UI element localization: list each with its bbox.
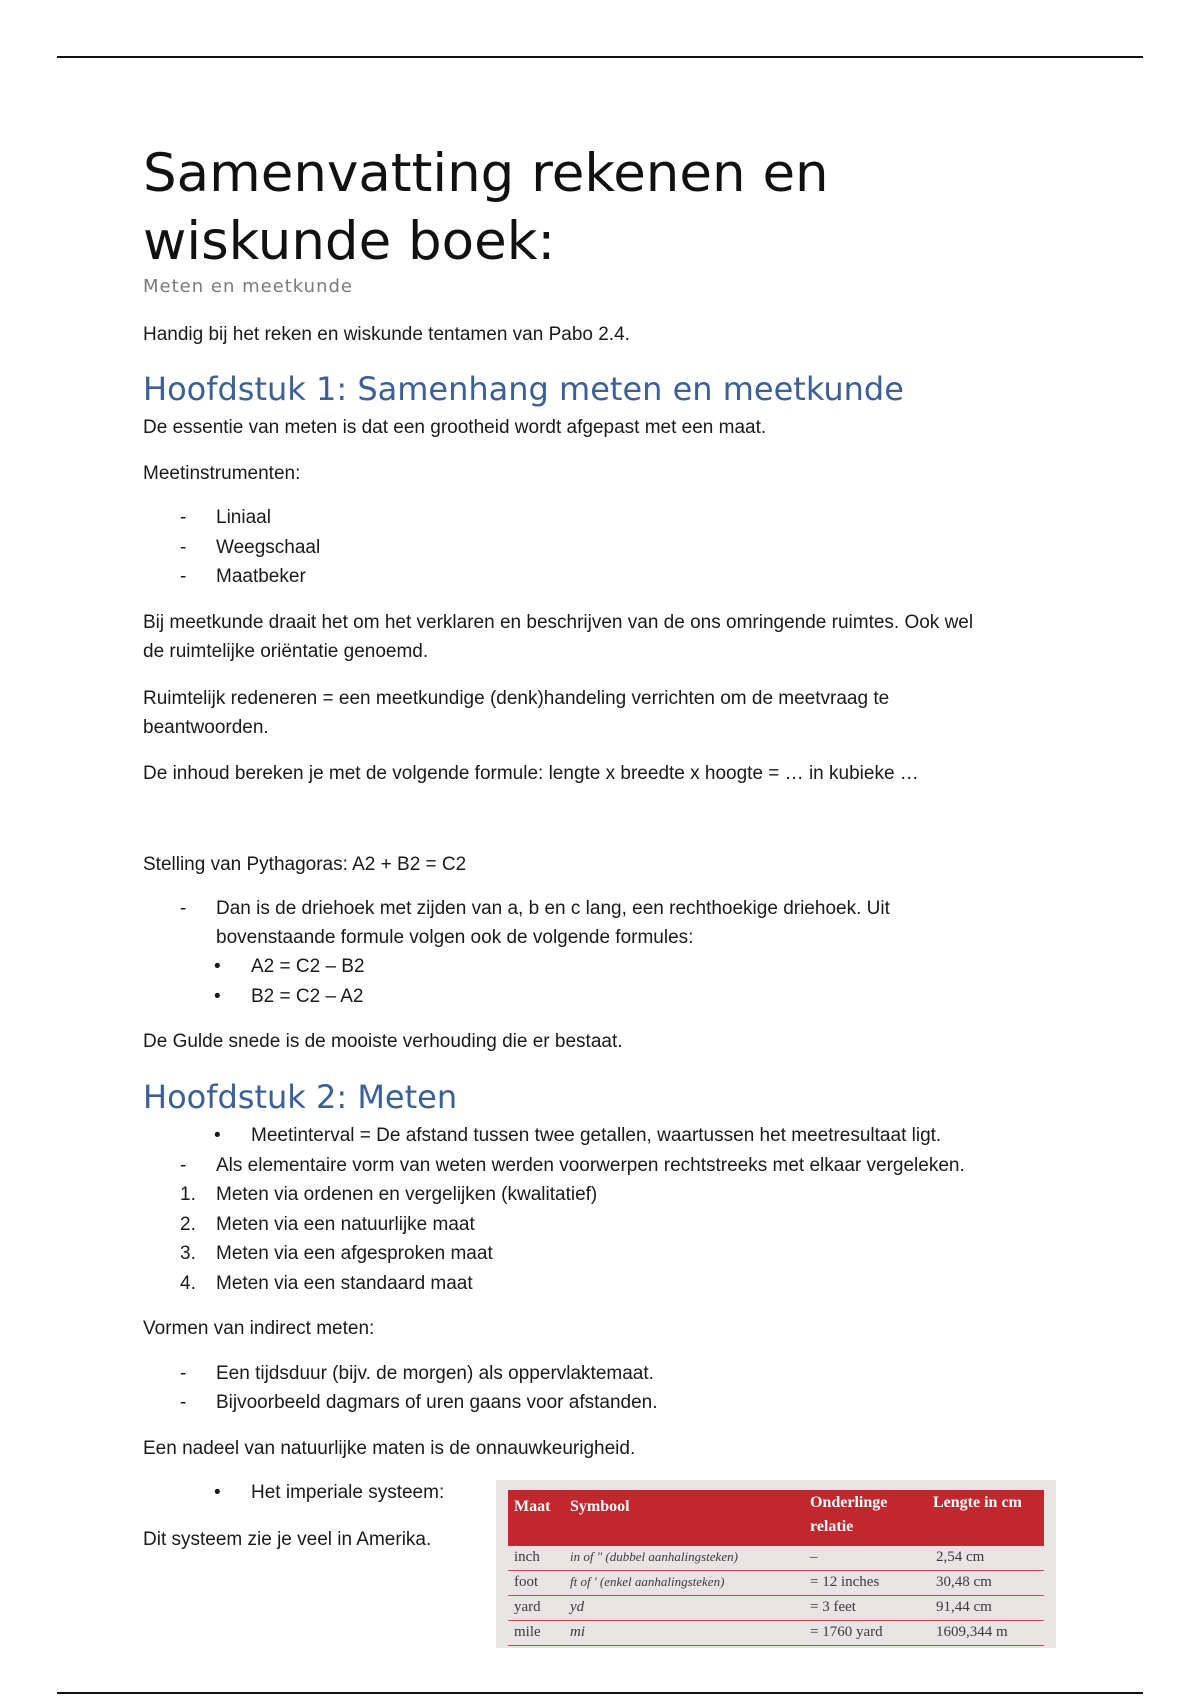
dash-marker: -	[180, 507, 187, 528]
cell-lengte: 91,44 cm	[936, 1599, 992, 1615]
imperial-units-table	[496, 1480, 1056, 1648]
dash-marker: -	[180, 1392, 187, 1413]
header-relatie-1: Onderlinge	[810, 1494, 888, 1511]
dash-marker: -	[180, 1155, 187, 1176]
nadeel-paragraph: Een nadeel van natuurlijke maten is de onnauwkeurigheid.	[143, 1438, 636, 1459]
cell-maat: mile	[514, 1624, 541, 1640]
cell-maat: yard	[514, 1599, 541, 1615]
cell-relatie: = 3 feet	[810, 1599, 856, 1615]
indirect-item: Bijvoorbeeld dagmars of uren gaans voor afstanden.	[216, 1392, 658, 1413]
header-symbool: Symbool	[570, 1498, 630, 1515]
pythagoras-line2: bovenstaande formule volgen ook de volgende formules:	[216, 927, 694, 948]
numbered-item: Meten via ordenen en vergelijken (kwalitatief)	[216, 1184, 598, 1205]
header-lengte: Lengte in cm	[933, 1494, 1022, 1511]
bullet-marker: •	[214, 1125, 221, 1146]
cell-lengte: 1609,344 m	[936, 1624, 1008, 1640]
table-row	[508, 1546, 1044, 1571]
cell-relatie: = 12 inches	[810, 1574, 880, 1590]
document-subtitle: Meten en meetkunde	[143, 276, 353, 297]
formula-item: A2 = C2 – B2	[251, 956, 365, 977]
indirect-item: Een tijdsduur (bijv. de morgen) als oppervlaktemaat.	[216, 1363, 654, 1384]
imperial-item: Het imperiale systeem:	[251, 1482, 445, 1503]
list-item: Maatbeker	[216, 566, 306, 587]
ch1-paragraph-3-line1: Bij meetkunde draait het om het verklaren en beschrijven van de ons omringende ruimtes. Ook wel	[143, 612, 974, 633]
elementaire-item: Als elementaire vorm van weten werden voorwerpen rechtstreeks met elkaar vergeleken.	[216, 1155, 965, 1176]
dash-marker: -	[180, 898, 187, 919]
table-header	[508, 1490, 1044, 1546]
table-row	[508, 1571, 1044, 1596]
meetinterval-item: Meetinterval = De afstand tussen twee getallen, waartussen het meetresultaat ligt.	[251, 1125, 942, 1146]
indirect-heading: Vormen van indirect meten:	[143, 1318, 375, 1339]
amerika-paragraph: Dit systeem zie je veel in Amerika.	[143, 1529, 432, 1550]
dash-marker: -	[180, 537, 187, 558]
table-row	[508, 1596, 1044, 1621]
ch1-paragraph-4-line2: beantwoorden.	[143, 717, 269, 738]
header-maat: Maat	[514, 1498, 551, 1515]
cell-relatie: = 1760 yard	[810, 1624, 883, 1640]
formula-item: B2 = C2 – A2	[251, 986, 364, 1007]
dash-marker: -	[180, 1363, 187, 1384]
header-relatie-2: relatie	[810, 1518, 854, 1535]
list-item: Liniaal	[216, 507, 271, 528]
list-number: 4.	[180, 1273, 196, 1294]
bullet-marker: •	[214, 956, 221, 977]
document-title: Samenvatting rekenen en wiskunde boek:	[143, 143, 829, 272]
ch1-paragraph-4-line1: Ruimtelijk redeneren = een meetkundige (denk)handeling verrichten om de meetvraag te	[143, 688, 890, 709]
chapter-1-heading: Hoofdstuk 1: Samenhang meten en meetkunde	[143, 370, 904, 408]
ch1-paragraph-1: De essentie van meten is dat een grootheid wordt afgepast met een maat.	[143, 417, 767, 438]
intro-paragraph: Handig bij het reken en wiskunde tentamen van Pabo 2.4.	[143, 324, 630, 345]
pythagoras-line1: Dan is de driehoek met zijden van a, b en c lang, een rechthoekige driehoek. Uit	[216, 898, 890, 919]
bullet-marker: •	[214, 986, 221, 1007]
cell-symbool: ft of ' (enkel aanhalingsteken)	[570, 1574, 725, 1589]
ch1-paragraph-7: De Gulde snede is de mooiste verhouding die er bestaat.	[143, 1031, 623, 1052]
cell-symbool: mi	[570, 1624, 585, 1640]
cell-maat: foot	[514, 1574, 539, 1590]
cell-relatie: –	[810, 1549, 818, 1565]
header-rule	[57, 56, 1143, 58]
bullet-marker: •	[214, 1482, 221, 1503]
dash-marker: -	[180, 566, 187, 587]
ch1-paragraph-2: Meetinstrumenten:	[143, 463, 301, 484]
cell-lengte: 2,54 cm	[936, 1549, 985, 1565]
cell-maat: inch	[514, 1549, 540, 1565]
list-number: 2.	[180, 1214, 196, 1235]
list-number: 3.	[180, 1243, 196, 1264]
numbered-item: Meten via een afgesproken maat	[216, 1243, 493, 1264]
chapter-2-heading: Hoofdstuk 2: Meten	[143, 1078, 458, 1116]
list-number: 1.	[180, 1184, 196, 1205]
list-item: Weegschaal	[216, 537, 321, 558]
numbered-item: Meten via een standaard maat	[216, 1273, 473, 1294]
table-row	[508, 1621, 1044, 1646]
ch1-paragraph-5: De inhoud bereken je met de volgende formule: lengte x breedte x hoogte = … in kubieke …	[143, 763, 919, 784]
ch1-paragraph-3-line2: de ruimtelijke oriëntatie genoemd.	[143, 641, 429, 662]
ch1-paragraph-6: Stelling van Pythagoras: A2 + B2 = C2	[143, 854, 467, 875]
numbered-item: Meten via een natuurlijke maat	[216, 1214, 475, 1235]
cell-symbool: yd	[570, 1599, 585, 1615]
cell-lengte: 30,48 cm	[936, 1574, 992, 1590]
footer-rule	[57, 1692, 1143, 1694]
cell-symbool: in of " (dubbel aanhalingsteken)	[570, 1549, 738, 1564]
